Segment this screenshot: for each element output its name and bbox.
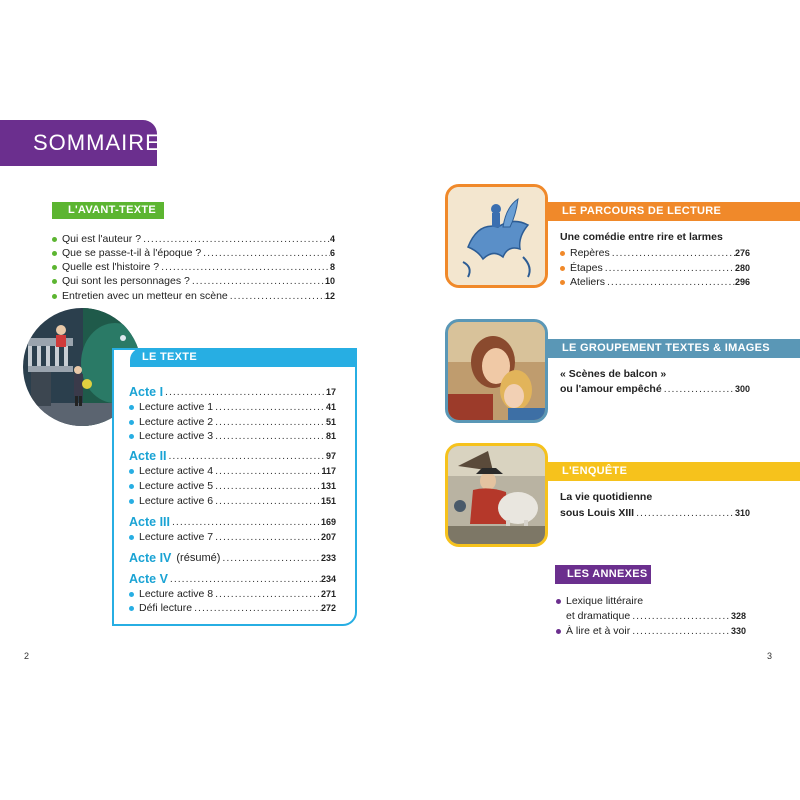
toc-entry[interactable]: et dramatique ..... 328: [566, 609, 746, 623]
le-texte-heading: LE TEXTE: [142, 351, 197, 363]
parcours-subtitle: Une comédie entre rire et larmes: [560, 231, 723, 243]
toc-acte-4[interactable]: Acte IV (résumé) ..... 233: [129, 551, 336, 565]
sommaire-banner: [0, 120, 161, 166]
toc-entry[interactable]: Étapes ..... 280: [560, 261, 750, 275]
toc-entry[interactable]: À lire et à voir ..... 330: [556, 624, 746, 638]
toc-entry[interactable]: Lecture active 4 ..... 117: [129, 464, 336, 478]
bullet-icon: [560, 266, 565, 271]
bullet-icon: [556, 599, 561, 604]
groupement-heading: LE GROUPEMENT TEXTES & IMAGES: [548, 339, 800, 358]
groupement-line1: « Scènes de balcon »: [560, 368, 667, 380]
page-title: SOMMAIRE: [33, 130, 161, 155]
bullet-icon: [556, 629, 561, 634]
enquete-line1: La vie quotidienne: [560, 491, 653, 503]
bullet-icon: [52, 251, 57, 256]
toc-entry[interactable]: Lecture active 8 ..... 271: [129, 587, 336, 601]
bullet-icon: [52, 279, 57, 284]
bullet-icon: [52, 265, 57, 270]
toc-entry[interactable]: Que se passe-t-il à l'époque ? ..... 6: [52, 246, 335, 260]
le-texte-tab: [130, 348, 357, 367]
bullet-icon: [129, 499, 134, 504]
toc-entry[interactable]: Repères ..... 276: [560, 246, 750, 260]
bullet-icon: [129, 405, 134, 410]
toc-acte-5[interactable]: Acte V ..... 234: [129, 572, 336, 586]
toc-entry[interactable]: Lecture active 5 ..... 131: [129, 479, 336, 493]
toc-acte-3[interactable]: Acte III ..... 169: [129, 515, 336, 529]
toc-entry[interactable]: Défi lecture ..... 272: [129, 601, 336, 615]
toc-entry[interactable]: Entretien avec un metteur en scène ..... 12: [52, 289, 335, 303]
avant-texte-heading: L'AVANT-TEXTE: [52, 202, 164, 219]
bullet-icon: [129, 420, 134, 425]
toc-acte-1[interactable]: Acte I ..... 17: [129, 385, 336, 399]
musketeers-painting: [445, 443, 548, 547]
bullet-icon: [129, 535, 134, 540]
toc-entry[interactable]: sous Louis XIII ..... 310: [560, 506, 750, 520]
toc-acte-2[interactable]: Acte II ..... 97: [129, 449, 336, 463]
page-number-left: 2: [24, 651, 30, 661]
toc-entry[interactable]: Lecture active 7 ..... 207: [129, 530, 336, 544]
bullet-icon: [560, 251, 565, 256]
parcours-heading: LE PARCOURS DE LECTURE: [548, 202, 800, 221]
bullet-icon: [560, 280, 565, 285]
toc-entry[interactable]: Qui est l'auteur ? ..... 4: [52, 232, 335, 246]
bullet-icon: [52, 237, 57, 242]
lovers-painting: [445, 319, 548, 423]
bullet-icon: [129, 434, 134, 439]
bullet-icon: [52, 294, 57, 299]
page-number-right: 3: [767, 651, 773, 661]
toc-entry-line[interactable]: Lexique littéraire: [556, 594, 746, 608]
toc-entry[interactable]: Lecture active 1 ..... 41: [129, 400, 336, 414]
annexes-heading: LES ANNEXES: [555, 565, 651, 584]
bullet-icon: [129, 484, 134, 489]
dragon-illustration: [445, 184, 548, 288]
toc-entry[interactable]: Qui sont les personnages ? ..... 10: [52, 274, 335, 288]
enquete-heading: L'ENQUÊTE: [548, 462, 800, 481]
toc-entry[interactable]: ou l'amour empêché ..... 300: [560, 382, 750, 396]
toc-entry[interactable]: Ateliers ..... 296: [560, 275, 750, 289]
toc-entry[interactable]: Lecture active 3 ..... 81: [129, 429, 336, 443]
bullet-icon: [129, 469, 134, 474]
toc-entry[interactable]: Quelle est l'histoire ? ..... 8: [52, 260, 335, 274]
bullet-icon: [129, 606, 134, 611]
toc-entry[interactable]: Lecture active 6 ..... 151: [129, 494, 336, 508]
toc-entry[interactable]: Lecture active 2 ..... 51: [129, 415, 336, 429]
bullet-icon: [129, 592, 134, 597]
